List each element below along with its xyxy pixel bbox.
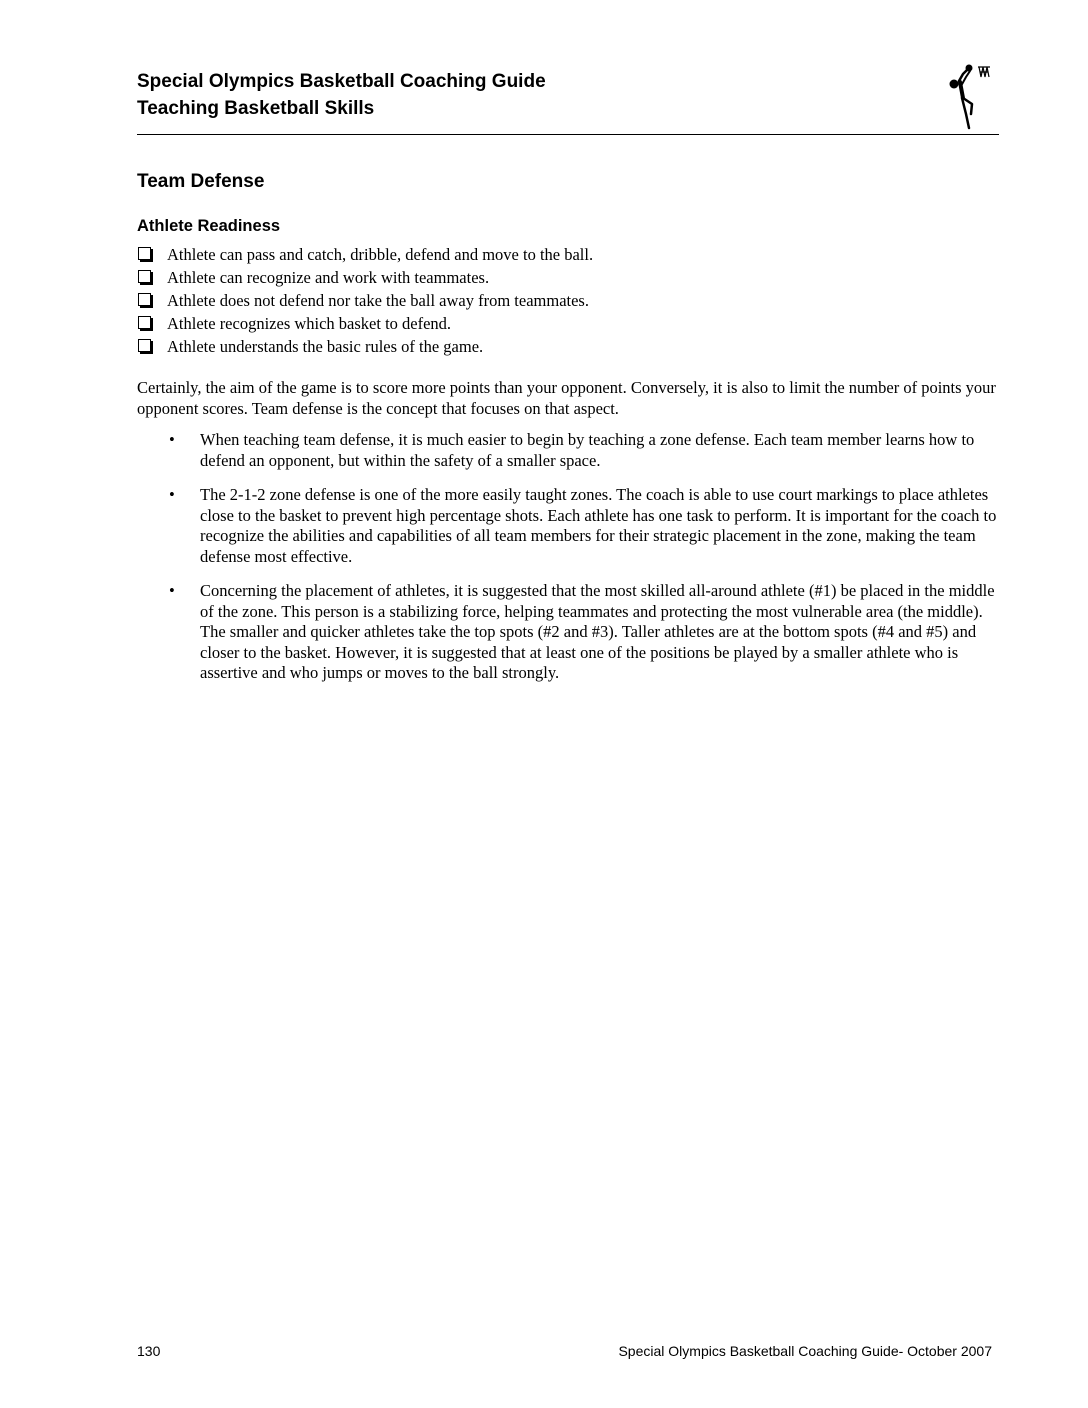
bullet-icon: • [169,581,175,600]
checklist-item-text: Athlete recognizes which basket to defend. [167,314,452,333]
readiness-checklist [137,243,593,358]
bullet-icon: • [169,430,175,449]
defense-bullet-list [137,430,997,698]
checklist-item [137,266,593,289]
checklist-item [137,243,593,266]
section-title: Team Defense [137,171,265,192]
page-header [137,68,777,122]
list-item [137,430,997,471]
checklist-item-text: Athlete can pass and catch, dribble, defend and move to the ball. [167,245,594,264]
guide-title: Special Olympics Basketball Coaching Guide [137,71,546,92]
bullet-icon: • [169,485,175,504]
checklist-item [137,289,593,312]
checkbox-icon [138,316,151,329]
list-item-text: The 2-1-2 zone defense is one of the more easily taught zones. The coach is able to use court markings to place athletes close to the basket to prevent high percentage shots. Each athlete has one task to perform. It is important for the coach to recognize the abilities and capabilities of all team members for their strategic placement in the zone, making the team defense most effective. [200,485,997,566]
checkbox-icon [138,270,151,283]
header-divider [137,134,999,135]
checklist-item [137,335,593,358]
page-number: 130 [137,1343,161,1359]
basketball-player-icon [944,62,994,132]
checkbox-icon [138,293,151,306]
checkbox-icon [138,339,151,352]
list-item-text: When teaching team defense, it is much easier to begin by teaching a zone defense. Each team member learns how to defend an opponent, but within the safety of a smaller space. [200,430,975,470]
chapter-title: Teaching Basketball Skills [137,98,375,119]
list-item [137,485,997,567]
intro-paragraph: Certainly, the aim of the game is to score more points than your opponent. Conversely, it is also to limit the number of points your opponent scores. Team defense is the concept that focuses on that aspect. [137,378,996,418]
footer-text: Special Olympics Basketball Coaching Guide- October 2007 [618,1343,992,1359]
checklist-item [137,312,593,335]
list-item-text: Concerning the placement of athletes, it is suggested that the most skilled all-around athlete (#1) be placed in the middle of the zone. This person is a stabilizing force, helping teammates and protecting the most vulnerable area (the middle). The smaller and quicker athletes take the top spots (#2 and #3). Taller athletes are at the bottom spots (#4 and #5) and closer to the basket. However, it is suggested that at least one of the positions be played by a smaller athlete who is assertive and who jumps or moves to the ball strongly. [200,581,995,682]
checklist-item-text: Athlete understands the basic rules of the game. [167,337,484,356]
list-item [137,581,997,684]
checklist-item-text: Athlete does not defend nor take the ball away from teammates. [167,291,589,310]
checklist-item-text: Athlete can recognize and work with teammates. [167,268,490,287]
subsection-title: Athlete Readiness [137,217,281,235]
checkbox-icon [138,247,151,260]
